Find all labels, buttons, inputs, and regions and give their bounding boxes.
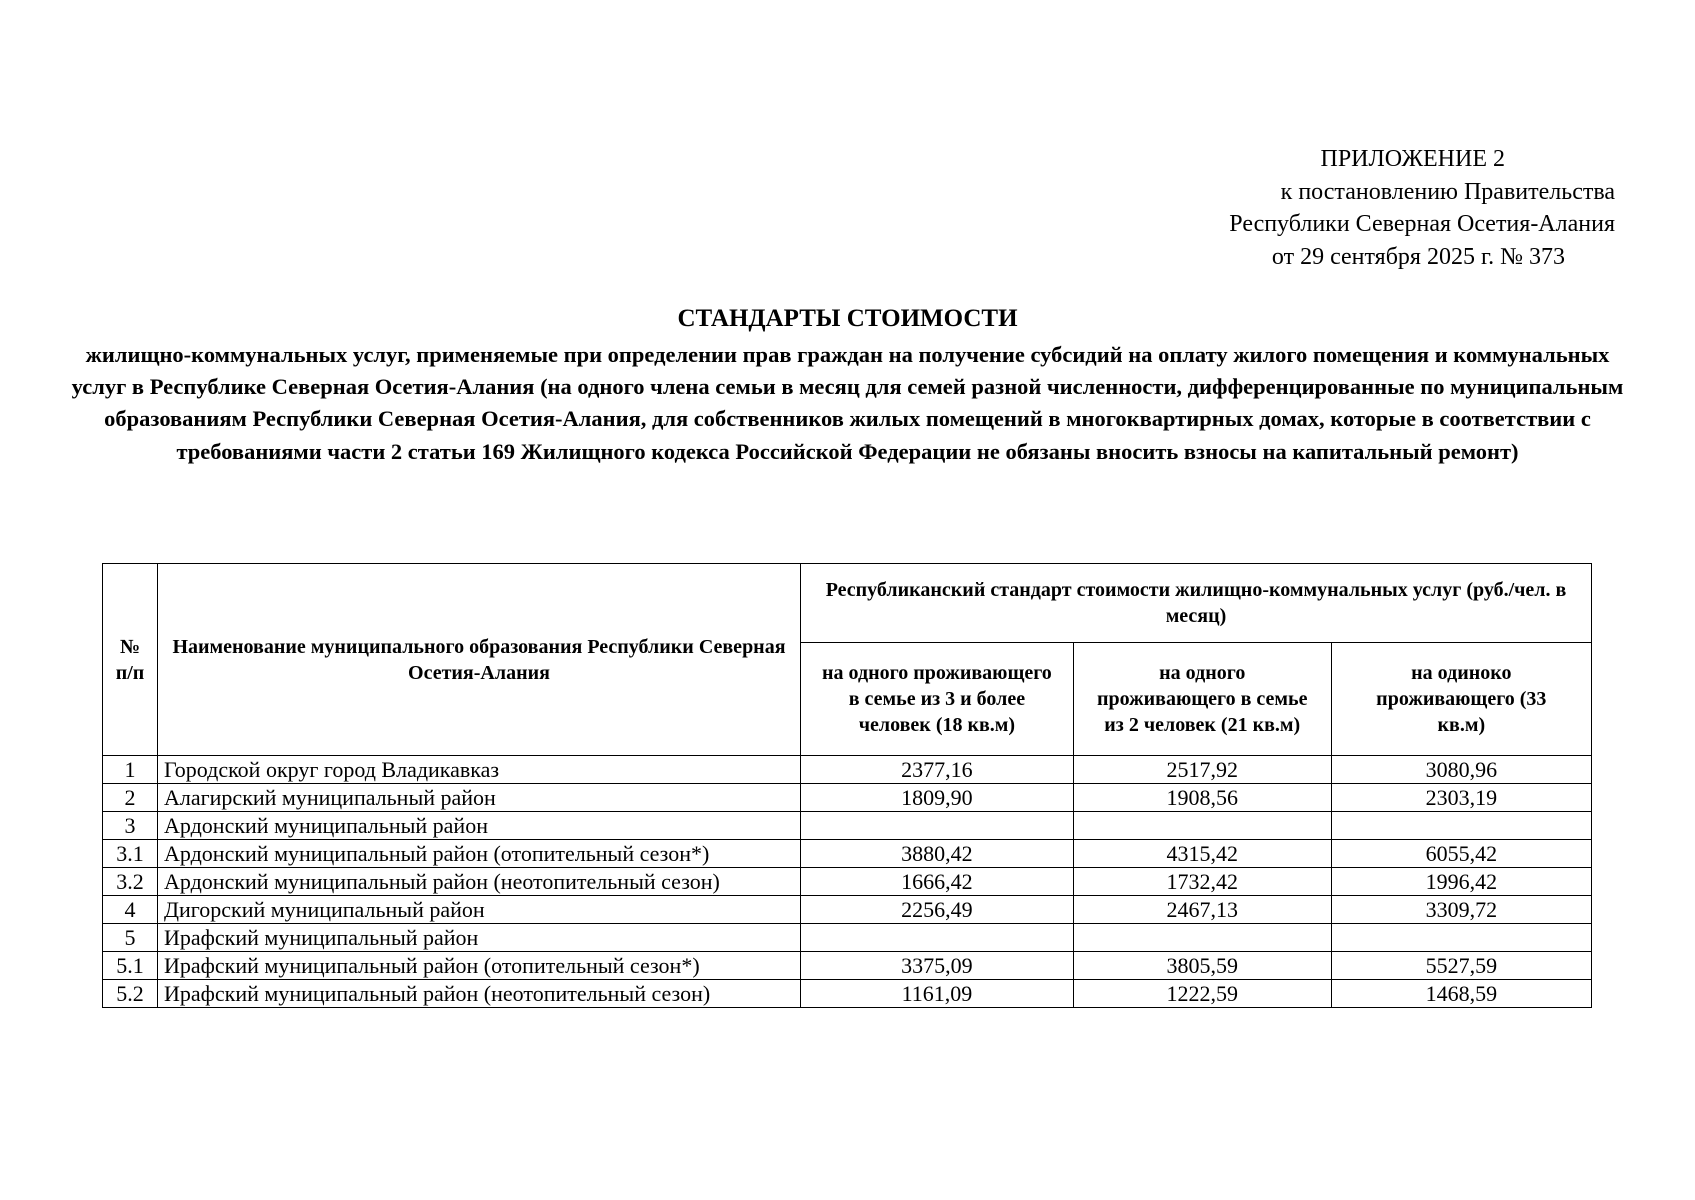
row-number: 3 [103,812,158,840]
value-col1 [801,812,1074,840]
value-col2: 1732,42 [1073,868,1331,896]
table-row [103,784,1592,812]
row-name: Ардонский муниципальный район [158,812,801,840]
row-name: Дигорский муниципальный район [158,896,801,924]
value-col3: 1468,59 [1331,980,1591,1008]
table-row [103,812,1592,840]
table-row [103,756,1592,784]
value-col1: 3880,42 [801,840,1074,868]
value-col2: 2467,13 [1073,896,1331,924]
value-col1: 3375,09 [801,952,1074,980]
row-number: 5.1 [103,952,158,980]
value-col1: 1666,42 [801,868,1074,896]
table-row [103,868,1592,896]
value-col3: 1996,42 [1331,868,1591,896]
appendix-date: от 29 сентября 2025 г. № 373 [1271,243,1565,270]
value-col1: 2377,16 [801,756,1074,784]
value-col3: 3080,96 [1331,756,1591,784]
value-col3 [1331,924,1591,952]
value-col3: 2303,19 [1331,784,1591,812]
value-col2: 2517,92 [1073,756,1331,784]
appendix-ref-line: Республики Северная Осетия-Алания [1229,211,1615,237]
value-col1 [801,924,1074,952]
value-col2 [1073,924,1331,952]
row-number: 4 [103,896,158,924]
table-row [103,896,1592,924]
value-col1: 1161,09 [801,980,1074,1008]
row-number: 2 [103,784,158,812]
row-name: Ардонский муниципальный район (отопительный сезон*) [158,840,801,868]
value-col2 [1073,812,1331,840]
header-group: Республиканский стандарт стоимости жилищно-коммунальных услуг (руб./чел. в месяц) [801,564,1592,643]
row-name: Городской округ город Владикавказ [158,756,801,784]
row-name: Ирафский муниципальный район (неотопительный сезон) [158,980,801,1008]
row-number: 1 [103,756,158,784]
table-row [103,952,1592,980]
value-col3: 6055,42 [1331,840,1591,868]
value-col3: 5527,59 [1331,952,1591,980]
header-col2: на одного проживающего в семье из 2 человек (21 кв.м) [1073,643,1331,756]
value-col1: 1809,90 [801,784,1074,812]
value-col2: 1222,59 [1073,980,1331,1008]
header-name: Наименование муниципального образования Республики Северная Осетия-Алания [158,564,801,756]
row-name: Алагирский муниципальный район [158,784,801,812]
appendix-ref-line: к постановлению Правительства [1280,178,1615,205]
document-subtitle: жилищно-коммунальных услуг, применяемые при определении прав граждан на получение субсидий на оплату жилого помещения и коммунальных услуг в Республике Северная Осетия-Алания (на одного члена семьи в месяц для семей разной численности, дифференцированные по муниципальным образованиям Республики Северная Осетия-Алания, для собственников жилых помещений в многоквартирных домах, которые в соответствии с требованиями части 2 статьи 169 Жилищного кодекса Российской Федерации не обязаны вносить взносы на капитальный ремонт) [71,342,1624,464]
header-col1: на одного проживающего в семье из 3 и более человек (18 кв.м) [801,643,1074,756]
row-number: 5 [103,924,158,952]
value-col2: 1908,56 [1073,784,1331,812]
table-row [103,924,1592,952]
header-col3: на одиноко проживающего (33 кв.м) [1331,643,1591,756]
row-name: Ирафский муниципальный район [158,924,801,952]
value-col2: 4315,42 [1073,840,1331,868]
row-number: 3.1 [103,840,158,868]
value-col3 [1331,812,1591,840]
header-num: № п/п [103,564,158,756]
row-number: 5.2 [103,980,158,1008]
table-row [103,980,1592,1008]
document-title: СТАНДАРТЫ СТОИМОСТИ [677,305,1018,332]
row-number: 3.2 [103,868,158,896]
row-name: Ирафский муниципальный район (отопительный сезон*) [158,952,801,980]
value-col3: 3309,72 [1331,896,1591,924]
standards-table [102,563,1592,1008]
row-name: Ардонский муниципальный район (неотопительный сезон) [158,868,801,896]
value-col2: 3805,59 [1073,952,1331,980]
appendix-number: ПРИЛОЖЕНИЕ 2 [1320,146,1505,172]
appendix-header [1095,143,1615,273]
value-col1: 2256,49 [801,896,1074,924]
table-row [103,840,1592,868]
